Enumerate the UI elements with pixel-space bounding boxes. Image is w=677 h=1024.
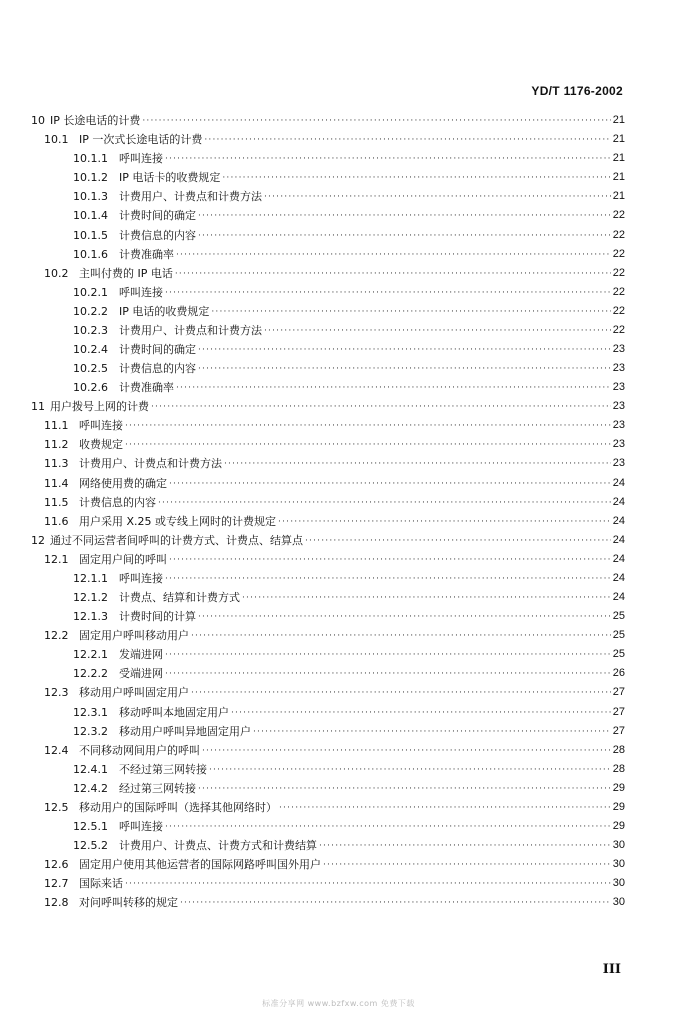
table-of-contents [0,110,677,911]
toc-section-number: 12.8 [44,896,69,910]
toc-section-number: 10.1.1 [73,152,108,166]
toc-section-title: 用户拨号上网的计费 [50,400,149,414]
toc-row [0,816,677,835]
toc-row [0,663,677,682]
toc-page-number: 23 [612,362,625,375]
toc-row [0,759,677,778]
toc-leader-dots [191,631,611,642]
toc-section-title: 呼叫连接 [119,571,163,585]
toc-leader-dots [224,459,611,470]
toc-page-number: 21 [612,133,625,146]
toc-leader-dots [165,154,611,165]
toc-leader-dots [169,479,611,490]
toc-page-number: 21 [612,152,625,165]
toc-page-number: 29 [612,819,625,832]
toc-section-title: 呼叫连接 [79,419,123,433]
toc-page-number: 30 [612,858,625,871]
toc-leader-dots [278,517,611,528]
toc-page-number: 29 [612,781,625,794]
toc-section-title: 计费用户、计费点和计费方法 [119,190,262,204]
toc-row [0,396,677,415]
toc-section-title: IP 长途电话的计费 [50,114,141,128]
toc-row [0,511,677,530]
toc-leader-dots [198,364,611,375]
toc-section-title: 固定用户间的呼叫 [79,552,167,566]
toc-entry [79,629,625,642]
toc-page-number: 22 [612,247,625,260]
toc-entry [79,496,625,509]
toc-leader-dots [165,288,611,299]
toc-section-number: 12.4.1 [73,762,108,776]
toc-row [0,854,677,873]
toc-leader-dots [176,383,611,394]
toc-leader-dots [165,669,611,680]
toc-section-title: 移动呼叫本地固定用户 [119,705,229,719]
toc-leader-dots [198,211,611,222]
toc-section-title: 计费准确率 [119,247,174,261]
toc-row [0,721,677,740]
toc-leader-dots [125,440,611,451]
toc-row [0,263,677,282]
toc-row [0,358,677,377]
toc-page-number: 30 [612,839,625,852]
toc-section-number: 11.6 [44,514,69,528]
toc-leader-dots [125,421,611,432]
toc-page-number: 22 [612,209,625,222]
toc-section-title: 国际来话 [79,877,123,891]
toc-page-number: 23 [612,419,625,432]
toc-page-number: 22 [612,304,625,317]
toc-entry [119,648,625,661]
toc-row [0,797,677,816]
toc-page-number: 24 [612,552,625,565]
toc-section-title: 计费时间的确定 [119,209,196,223]
toc-page-number: 28 [612,762,625,775]
toc-section-title: 不同移动网间用户的呼叫 [79,743,200,757]
toc-section-title: IP 一次式长途电话的计费 [79,133,203,147]
toc-section-number: 10.2.1 [73,285,108,299]
toc-page-number: 22 [612,266,625,279]
toc-leader-dots [165,650,611,661]
toc-page-number: 23 [612,343,625,356]
toc-section-number: 10.2.4 [73,343,108,357]
toc-section-number: 10.2.5 [73,362,108,376]
toc-row [0,110,677,129]
toc-entry [79,267,625,280]
toc-page-number: 25 [612,629,625,642]
toc-entry [50,534,625,547]
toc-leader-dots [264,326,611,337]
toc-section-title: 收费规定 [79,438,123,452]
toc-row [0,453,677,472]
toc-leader-dots [175,269,611,280]
toc-entry [79,457,625,470]
toc-section-number: 11 [31,400,45,414]
toc-row [0,244,677,263]
toc-row [0,301,677,320]
watermark-text: 标准分享网 www.bzfxw.com 免费下载 [262,999,415,1008]
toc-page-number: 25 [612,610,625,623]
toc-section-title: IP 电话卡的收费规定 [119,171,221,185]
toc-page-number: 24 [612,591,625,604]
toc-entry [119,782,625,795]
toc-entry [119,610,625,623]
toc-leader-dots [231,708,611,719]
toc-section-number: 10.1.5 [73,228,108,242]
toc-entry [119,190,625,203]
toc-section-title: 呼叫连接 [119,285,163,299]
toc-section-number: 12 [31,533,45,547]
toc-leader-dots [198,784,611,795]
toc-section-title: 计费时间的确定 [119,343,196,357]
toc-entry [79,133,625,146]
toc-section-number: 11.3 [44,457,69,471]
toc-section-title: 受端进网 [119,667,163,681]
toc-section-number: 10.1.2 [73,171,108,185]
toc-section-title: 不经过第三网转接 [119,762,207,776]
toc-section-title: 呼叫连接 [119,152,163,166]
toc-row [0,415,677,434]
toc-section-title: 呼叫连接 [119,819,163,833]
toc-page-number: 22 [612,285,625,298]
toc-leader-dots [264,192,611,203]
toc-entry [50,400,625,413]
toc-page-number: 21 [612,190,625,203]
toc-entry [79,553,625,566]
toc-section-number: 11.1 [44,419,69,433]
toc-section-number: 12.2 [44,629,69,643]
toc-row [0,740,677,759]
toc-page-number: 26 [612,667,625,680]
toc-page-number: 27 [612,705,625,718]
toc-section-title: 计费点、结算和计费方式 [119,591,240,605]
toc-section-title: 计费时间的计算 [119,610,196,624]
toc-entry [119,343,625,356]
toc-page-number: 24 [612,495,625,508]
toc-entry [79,477,625,490]
toc-page-number: 21 [612,114,625,127]
toc-leader-dots [125,879,611,890]
toc-section-number: 12.2.2 [73,667,108,681]
toc-section-title: 计费信息的内容 [119,362,196,376]
toc-row [0,701,677,720]
toc-section-title: 固定用户使用其他运营者的国际网路呼叫国外用户 [79,858,321,872]
toc-section-title: 计费信息的内容 [79,495,156,509]
toc-entry [119,324,625,337]
toc-row [0,492,677,511]
toc-leader-dots [151,402,611,413]
toc-leader-dots [211,307,610,318]
toc-page-number: 24 [612,476,625,489]
toc-section-title: 计费信息的内容 [119,228,196,242]
toc-section-number: 10.1 [44,133,69,147]
toc-row [0,568,677,587]
toc-entry [79,896,625,909]
toc-leader-dots [165,822,611,833]
toc-entry [79,686,625,699]
toc-leader-dots [204,135,610,146]
toc-section-number: 12.1 [44,552,69,566]
toc-section-number: 11.2 [44,438,69,452]
toc-section-number: 12.3.2 [73,724,108,738]
toc-section-title: 经过第三网转接 [119,781,196,795]
toc-entry [50,114,625,127]
toc-page-number: 22 [612,228,625,241]
toc-section-number: 12.4 [44,743,69,757]
toc-row [0,282,677,301]
toc-entry [79,744,625,757]
toc-row [0,644,677,663]
toc-entry [119,763,625,776]
toc-row [0,606,677,625]
toc-row [0,339,677,358]
toc-leader-dots [209,765,611,776]
toc-leader-dots [198,345,611,356]
toc-leader-dots [176,250,611,261]
toc-section-number: 12.7 [44,877,69,891]
toc-row [0,472,677,491]
toc-row [0,224,677,243]
toc-page-number: 24 [612,533,625,546]
toc-section-number: 10.2.3 [73,323,108,337]
toc-entry [119,362,625,375]
toc-section-number: 11.5 [44,495,69,509]
toc-section-title: 发端进网 [119,648,163,662]
toc-page-number: 24 [612,514,625,527]
toc-entry [119,839,625,852]
toc-section-title: 主叫付费的 IP 电话 [79,266,173,280]
toc-leader-dots [198,231,611,242]
toc-section-number: 10.1.6 [73,247,108,261]
toc-entry [119,725,625,738]
toc-section-number: 12.3.1 [73,705,108,719]
toc-section-number: 12.5 [44,800,69,814]
toc-row [0,377,677,396]
toc-section-title: 用户采用 X.25 或专线上网时的计费规定 [79,514,277,528]
toc-section-title: IP 电话的收费规定 [119,304,210,318]
toc-section-title: 固定用户呼叫移动用户 [79,629,189,643]
toc-section-number: 10 [31,114,45,128]
toc-section-number: 12.1.3 [73,610,108,624]
toc-row [0,625,677,644]
toc-entry [119,667,625,680]
toc-section-title: 计费用户、计费点和计费方法 [79,457,222,471]
toc-section-title: 计费准确率 [119,381,174,395]
toc-page-number: 22 [612,323,625,336]
toc-row [0,167,677,186]
toc-section-number: 12.5.1 [73,819,108,833]
toc-section-title: 移动用户的国际呼叫（选择其他网络时） [79,800,277,814]
toc-section-title: 通过不同运营者间呼叫的计费方式、计费点、结算点 [50,533,303,547]
toc-page-number: 24 [612,571,625,584]
toc-section-number: 12.4.2 [73,781,108,795]
toc-leader-dots [165,574,611,585]
toc-entry [79,438,625,451]
toc-section-number: 10.1.3 [73,190,108,204]
standard-code: YD/T 1176-2002 [531,84,623,98]
toc-page-number: 27 [612,724,625,737]
page-folio: III [602,962,621,977]
toc-leader-dots [169,555,611,566]
toc-page-number: 25 [612,648,625,661]
toc-entry [119,591,625,604]
toc-leader-dots [202,746,611,757]
toc-section-number: 12.1.1 [73,571,108,585]
toc-entry [79,877,625,890]
toc-section-number: 10.2 [44,266,69,280]
toc-row [0,587,677,606]
toc-entry [119,706,625,719]
toc-section-title: 对问呼叫转移的规定 [79,896,178,910]
toc-entry [119,572,625,585]
toc-entry [119,152,625,165]
toc-entry [119,820,625,833]
toc-section-number: 12.3 [44,686,69,700]
toc-section-number: 12.2.1 [73,648,108,662]
toc-leader-dots [279,803,611,814]
toc-page-number: 23 [612,400,625,413]
toc-section-title: 计费用户、计费点、计费方式和计费结算 [119,839,317,853]
toc-row [0,892,677,911]
toc-section-title: 移动用户呼叫固定用户 [79,686,189,700]
toc-row [0,682,677,701]
toc-page-number: 30 [612,877,625,890]
toc-leader-dots [305,536,611,547]
toc-leader-dots [319,841,611,852]
toc-leader-dots [198,612,611,623]
toc-page-number: 21 [612,171,625,184]
toc-row [0,205,677,224]
toc-row [0,549,677,568]
toc-entry [119,305,625,318]
toc-page-number: 23 [612,438,625,451]
toc-section-number: 12.1.2 [73,591,108,605]
toc-section-number: 12.5.2 [73,839,108,853]
toc-entry [119,248,625,261]
toc-row [0,186,677,205]
toc-entry [119,171,625,184]
toc-entry [79,858,625,871]
toc-row [0,434,677,453]
toc-row [0,320,677,339]
toc-row [0,148,677,167]
toc-leader-dots [191,688,611,699]
toc-section-number: 10.1.4 [73,209,108,223]
toc-page-number: 23 [612,381,625,394]
toc-entry [119,209,625,222]
toc-leader-dots [222,173,610,184]
toc-leader-dots [323,860,611,871]
toc-row [0,129,677,148]
toc-entry [119,229,625,242]
toc-section-title: 移动用户呼叫异地固定用户 [119,724,251,738]
toc-entry [79,515,625,528]
toc-section-number: 11.4 [44,476,69,490]
toc-section-title: 计费用户、计费点和计费方法 [119,323,262,337]
toc-row [0,778,677,797]
toc-section-title: 网络使用费的确定 [79,476,167,490]
toc-page-number: 23 [612,457,625,470]
toc-section-number: 10.2.2 [73,304,108,318]
toc-page-number: 28 [612,743,625,756]
toc-leader-dots [142,116,610,127]
toc-section-number: 12.6 [44,858,69,872]
toc-entry [79,419,625,432]
toc-page-number: 29 [612,800,625,813]
toc-row [0,873,677,892]
toc-row [0,835,677,854]
toc-section-number: 10.2.6 [73,381,108,395]
toc-leader-dots [158,498,611,509]
toc-page-number: 30 [612,896,625,909]
toc-entry [79,801,625,814]
toc-row [0,530,677,549]
toc-entry [119,286,625,299]
toc-entry [119,381,625,394]
toc-leader-dots [180,898,611,909]
toc-page-number: 27 [612,686,625,699]
toc-leader-dots [253,727,611,738]
toc-leader-dots [242,593,611,604]
